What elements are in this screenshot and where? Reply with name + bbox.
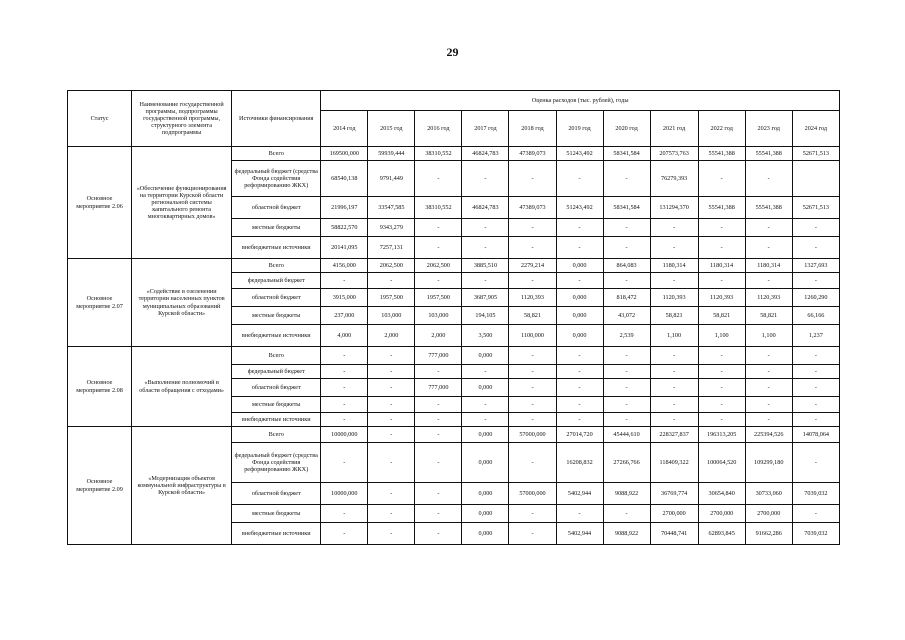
header-year: 2017 год xyxy=(462,111,509,147)
source-cell: федеральный бюджет xyxy=(232,273,321,289)
value-cell: - xyxy=(603,379,650,397)
value-cell: 2700,000 xyxy=(650,505,698,523)
source-cell: внебюджетные источники xyxy=(232,325,321,347)
header-sources: Источники финансирования xyxy=(232,91,321,147)
value-cell: - xyxy=(792,219,839,237)
value-cell: 228327,837 xyxy=(650,427,698,443)
value-cell: 30733,060 xyxy=(745,483,792,505)
value-cell: 47389,073 xyxy=(509,147,556,161)
value-cell: - xyxy=(698,219,745,237)
name-cell: «Содействие в озеленении территории населенных пунктов муниципальных образований Курской области» xyxy=(132,259,232,347)
value-cell: 1957,500 xyxy=(368,289,415,307)
value-cell: 3687,905 xyxy=(462,289,509,307)
source-cell: местные бюджеты xyxy=(232,219,321,237)
value-cell: 0,000 xyxy=(462,483,509,505)
table-row xyxy=(68,427,840,443)
value-cell: 58822,570 xyxy=(321,219,368,237)
value-cell: 0,000 xyxy=(462,523,509,545)
value-cell: 109299,180 xyxy=(745,443,792,483)
value-cell: - xyxy=(509,237,556,259)
value-cell: 27266,766 xyxy=(603,443,650,483)
value-cell: 10000,000 xyxy=(321,483,368,505)
value-cell: - xyxy=(603,273,650,289)
value-cell: - xyxy=(556,219,603,237)
value-cell: 30654,840 xyxy=(698,483,745,505)
value-cell: 5402,944 xyxy=(556,523,603,545)
value-cell: - xyxy=(650,273,698,289)
value-cell: - xyxy=(792,397,839,413)
value-cell: - xyxy=(698,397,745,413)
value-cell: - xyxy=(509,505,556,523)
value-cell: - xyxy=(792,237,839,259)
value-cell: 0,000 xyxy=(556,325,603,347)
value-cell: 7039,032 xyxy=(792,483,839,505)
value-cell: 55541,388 xyxy=(698,147,745,161)
value-cell: 1120,393 xyxy=(745,289,792,307)
header-status: Статус xyxy=(68,91,132,147)
value-cell: 4,000 xyxy=(321,325,368,347)
value-cell: - xyxy=(792,379,839,397)
value-cell: 2062,500 xyxy=(368,259,415,273)
value-cell: 194,105 xyxy=(462,307,509,325)
value-cell: - xyxy=(603,397,650,413)
value-cell: - xyxy=(745,365,792,379)
value-cell: - xyxy=(368,347,415,365)
value-cell: 777,000 xyxy=(415,379,462,397)
table-row xyxy=(68,259,840,273)
source-cell: местные бюджеты xyxy=(232,307,321,325)
value-cell: 1,100 xyxy=(698,325,745,347)
value-cell: 57000,000 xyxy=(509,483,556,505)
value-cell: 9088,922 xyxy=(603,483,650,505)
header-year: 2018 год xyxy=(509,111,556,147)
header-name: Наименование государственной программы, подпрограммы государственной программы, структурного элемента подпрограммы xyxy=(132,91,232,147)
source-cell: областной бюджет xyxy=(232,379,321,397)
value-cell: 57000,000 xyxy=(509,427,556,443)
value-cell: 3885,510 xyxy=(462,259,509,273)
value-cell: 2,000 xyxy=(415,325,462,347)
source-cell: Всего xyxy=(232,259,321,273)
source-cell: областной бюджет xyxy=(232,289,321,307)
value-cell: 2,000 xyxy=(368,325,415,347)
value-cell: - xyxy=(462,219,509,237)
value-cell: - xyxy=(321,505,368,523)
value-cell: 2700,000 xyxy=(745,505,792,523)
value-cell: - xyxy=(509,219,556,237)
name-cell: «Обеспечение функционирования на территории Курской области региональной системы капитального ремонта многоквартирных домов» xyxy=(132,147,232,259)
value-cell: 58341,584 xyxy=(603,197,650,219)
value-cell: 777,000 xyxy=(415,347,462,365)
value-cell: - xyxy=(698,365,745,379)
value-cell: 131294,370 xyxy=(650,197,698,219)
value-cell: - xyxy=(462,397,509,413)
value-cell: - xyxy=(509,397,556,413)
header-year: 2019 год xyxy=(556,111,603,147)
value-cell: - xyxy=(321,347,368,365)
value-cell: 0,000 xyxy=(462,505,509,523)
value-cell: - xyxy=(650,397,698,413)
value-cell: 3915,000 xyxy=(321,289,368,307)
value-cell: 58,821 xyxy=(509,307,556,325)
value-cell: 1120,393 xyxy=(698,289,745,307)
value-cell: - xyxy=(556,397,603,413)
value-cell: 45444,610 xyxy=(603,427,650,443)
source-cell: местные бюджеты xyxy=(232,505,321,523)
value-cell: 103,000 xyxy=(368,307,415,325)
value-cell: 58,821 xyxy=(698,307,745,325)
value-cell: - xyxy=(415,483,462,505)
value-cell: - xyxy=(415,413,462,427)
value-cell: 14078,064 xyxy=(792,427,839,443)
value-cell: - xyxy=(462,365,509,379)
value-cell: 38310,552 xyxy=(415,197,462,219)
value-cell: - xyxy=(368,397,415,413)
value-cell: - xyxy=(556,347,603,365)
value-cell: - xyxy=(509,413,556,427)
value-cell: 118409,322 xyxy=(650,443,698,483)
value-cell: 1957,500 xyxy=(415,289,462,307)
value-cell: - xyxy=(745,273,792,289)
value-cell: 55541,388 xyxy=(698,197,745,219)
value-cell: 1,100 xyxy=(650,325,698,347)
value-cell: 3,500 xyxy=(462,325,509,347)
source-cell: федеральный бюджет xyxy=(232,365,321,379)
source-cell: Всего xyxy=(232,427,321,443)
source-cell: федеральный бюджет (средства Фонда содействия реформированию ЖКХ) xyxy=(232,161,321,197)
value-cell: 51243,492 xyxy=(556,197,603,219)
value-cell: 68540,138 xyxy=(321,161,368,197)
name-cell: «Модернизация объектов коммунальной инфраструктуры в Курской области» xyxy=(132,427,232,545)
source-cell: областной бюджет xyxy=(232,483,321,505)
value-cell: - xyxy=(509,443,556,483)
value-cell: - xyxy=(556,273,603,289)
header-year: 2014 год xyxy=(321,111,368,147)
value-cell: - xyxy=(556,379,603,397)
value-cell: - xyxy=(792,443,839,483)
value-cell: - xyxy=(415,219,462,237)
value-cell: - xyxy=(509,523,556,545)
value-cell: - xyxy=(698,273,745,289)
value-cell: 207573,763 xyxy=(650,147,698,161)
value-cell: 36769,774 xyxy=(650,483,698,505)
value-cell: 46824,783 xyxy=(462,197,509,219)
value-cell: - xyxy=(745,237,792,259)
header-year: 2015 год xyxy=(368,111,415,147)
value-cell: - xyxy=(792,273,839,289)
value-cell: - xyxy=(698,413,745,427)
value-cell: 55541,388 xyxy=(745,147,792,161)
value-cell: 0,000 xyxy=(462,379,509,397)
value-cell: 58341,584 xyxy=(603,147,650,161)
value-cell: - xyxy=(462,161,509,197)
value-cell: - xyxy=(792,347,839,365)
value-cell: - xyxy=(415,161,462,197)
value-cell: 100064,520 xyxy=(698,443,745,483)
value-cell: 20141,095 xyxy=(321,237,368,259)
value-cell: - xyxy=(462,237,509,259)
value-cell: - xyxy=(556,365,603,379)
value-cell: - xyxy=(509,273,556,289)
value-cell: 1,100 xyxy=(745,325,792,347)
value-cell: 1180,314 xyxy=(745,259,792,273)
source-cell: Всего xyxy=(232,147,321,161)
value-cell: 5402,944 xyxy=(556,483,603,505)
value-cell: 4156,000 xyxy=(321,259,368,273)
value-cell: 7039,032 xyxy=(792,523,839,545)
value-cell: 58,821 xyxy=(745,307,792,325)
value-cell: 66,166 xyxy=(792,307,839,325)
value-cell: - xyxy=(792,413,839,427)
value-cell: - xyxy=(321,413,368,427)
value-cell: - xyxy=(462,273,509,289)
value-cell: - xyxy=(509,365,556,379)
value-cell: - xyxy=(415,523,462,545)
header-year: 2023 год xyxy=(745,111,792,147)
value-cell: - xyxy=(415,365,462,379)
source-cell: внебюджетные источники xyxy=(232,523,321,545)
value-cell: 0,000 xyxy=(462,443,509,483)
value-cell: - xyxy=(368,427,415,443)
value-cell: - xyxy=(556,161,603,197)
value-cell: - xyxy=(415,273,462,289)
value-cell: - xyxy=(415,237,462,259)
value-cell: 52671,513 xyxy=(792,147,839,161)
value-cell: 33547,585 xyxy=(368,197,415,219)
value-cell: 9343,279 xyxy=(368,219,415,237)
source-cell: областной бюджет xyxy=(232,197,321,219)
value-cell: - xyxy=(792,365,839,379)
value-cell: 38310,552 xyxy=(415,147,462,161)
value-cell: - xyxy=(603,237,650,259)
value-cell xyxy=(792,161,839,197)
value-cell: 91662,286 xyxy=(745,523,792,545)
status-cell: Основное мероприятие 2.07 xyxy=(68,259,132,347)
value-cell: 2062,500 xyxy=(415,259,462,273)
value-cell: 43,072 xyxy=(603,307,650,325)
value-cell: 76279,393 xyxy=(650,161,698,197)
value-cell: 196313,205 xyxy=(698,427,745,443)
value-cell: 62893,845 xyxy=(698,523,745,545)
value-cell: - xyxy=(603,219,650,237)
value-cell: - xyxy=(321,365,368,379)
value-cell: 1260,290 xyxy=(792,289,839,307)
value-cell: 2,539 xyxy=(603,325,650,347)
table-row xyxy=(68,147,840,161)
value-cell: - xyxy=(698,161,745,197)
value-cell: - xyxy=(415,427,462,443)
value-cell: - xyxy=(745,379,792,397)
value-cell: 7257,131 xyxy=(368,237,415,259)
value-cell: - xyxy=(650,379,698,397)
table-row xyxy=(68,347,840,365)
table-header xyxy=(68,91,840,147)
value-cell: 55541,388 xyxy=(745,197,792,219)
value-cell: - xyxy=(650,237,698,259)
value-cell: - xyxy=(368,523,415,545)
value-cell: - xyxy=(603,413,650,427)
value-cell: - xyxy=(603,161,650,197)
header-year: 2021 год xyxy=(650,111,698,147)
value-cell: 1327,693 xyxy=(792,259,839,273)
value-cell: - xyxy=(603,505,650,523)
value-cell: 21996,197 xyxy=(321,197,368,219)
value-cell: - xyxy=(698,237,745,259)
value-cell: - xyxy=(368,443,415,483)
value-cell: 9088,922 xyxy=(603,523,650,545)
value-cell: 16208,832 xyxy=(556,443,603,483)
source-cell: местные бюджеты xyxy=(232,397,321,413)
header-year: 2022 год xyxy=(698,111,745,147)
header-year: 2024 год xyxy=(792,111,839,147)
status-cell: Основное мероприятие 2.09 xyxy=(68,427,132,545)
value-cell: - xyxy=(556,237,603,259)
value-cell: - xyxy=(321,523,368,545)
value-cell: - xyxy=(368,505,415,523)
value-cell: - xyxy=(415,505,462,523)
value-cell: - xyxy=(415,443,462,483)
value-cell: - xyxy=(321,273,368,289)
value-cell: 1180,314 xyxy=(698,259,745,273)
header-year: 2020 год xyxy=(603,111,650,147)
value-cell: - xyxy=(745,347,792,365)
value-cell: 225394,526 xyxy=(745,427,792,443)
table-body xyxy=(68,147,840,545)
page-number: 29 xyxy=(446,45,459,59)
value-cell: - xyxy=(321,397,368,413)
value-cell: 2279,214 xyxy=(509,259,556,273)
value-cell: - xyxy=(368,413,415,427)
value-cell: - xyxy=(745,161,792,197)
value-cell: 0,000 xyxy=(556,289,603,307)
value-cell: 51243,492 xyxy=(556,147,603,161)
status-cell: Основное мероприятие 2.08 xyxy=(68,347,132,427)
value-cell: - xyxy=(603,347,650,365)
value-cell: - xyxy=(509,347,556,365)
value-cell: 52671,513 xyxy=(792,197,839,219)
header-year: 2016 год xyxy=(415,111,462,147)
value-cell: - xyxy=(321,443,368,483)
value-cell: 237,000 xyxy=(321,307,368,325)
value-cell: - xyxy=(368,273,415,289)
value-cell: 70448,741 xyxy=(650,523,698,545)
value-cell: 2700,000 xyxy=(698,505,745,523)
value-cell: - xyxy=(650,219,698,237)
value-cell: - xyxy=(509,161,556,197)
value-cell: - xyxy=(698,347,745,365)
value-cell: 864,083 xyxy=(603,259,650,273)
source-cell: федеральный бюджет (средства Фонда содействия реформированию ЖКХ) xyxy=(232,443,321,483)
value-cell: - xyxy=(650,413,698,427)
value-cell: - xyxy=(556,505,603,523)
value-cell: 1120,393 xyxy=(650,289,698,307)
value-cell: 0,000 xyxy=(556,259,603,273)
value-cell: - xyxy=(368,483,415,505)
value-cell: 10000,000 xyxy=(321,427,368,443)
source-cell: внебюджетные источники xyxy=(232,413,321,427)
value-cell: 1100,000 xyxy=(509,325,556,347)
value-cell: - xyxy=(556,413,603,427)
header-estimate: Оценка расходов (тыс. рублей), годы xyxy=(321,91,840,111)
value-cell: - xyxy=(368,379,415,397)
value-cell: 1120,393 xyxy=(509,289,556,307)
value-cell: - xyxy=(415,397,462,413)
value-cell: - xyxy=(509,379,556,397)
value-cell: 103,000 xyxy=(415,307,462,325)
name-cell: «Выполнение полномочий в области обращения с отходами» xyxy=(132,347,232,427)
value-cell: 818,472 xyxy=(603,289,650,307)
value-cell: 58,821 xyxy=(650,307,698,325)
value-cell: - xyxy=(650,347,698,365)
value-cell: 59939,444 xyxy=(368,147,415,161)
value-cell: - xyxy=(603,365,650,379)
value-cell: 0,000 xyxy=(462,347,509,365)
value-cell: 9791,449 xyxy=(368,161,415,197)
value-cell: - xyxy=(745,219,792,237)
source-cell: Всего xyxy=(232,347,321,365)
value-cell: - xyxy=(321,379,368,397)
value-cell: 169500,000 xyxy=(321,147,368,161)
budget-table xyxy=(67,90,840,545)
source-cell: внебюджетные источники xyxy=(232,237,321,259)
value-cell: 46824,783 xyxy=(462,147,509,161)
value-cell: - xyxy=(792,505,839,523)
value-cell: 27014,720 xyxy=(556,427,603,443)
value-cell: 1180,314 xyxy=(650,259,698,273)
value-cell: - xyxy=(745,397,792,413)
value-cell: - xyxy=(745,413,792,427)
status-cell: Основное мероприятие 2.06 xyxy=(68,147,132,259)
value-cell: - xyxy=(698,379,745,397)
value-cell: 0,000 xyxy=(462,427,509,443)
value-cell: - xyxy=(368,365,415,379)
value-cell: 0,000 xyxy=(556,307,603,325)
value-cell: - xyxy=(462,413,509,427)
value-cell: - xyxy=(650,365,698,379)
value-cell: 1,237 xyxy=(792,325,839,347)
value-cell: 47389,073 xyxy=(509,197,556,219)
